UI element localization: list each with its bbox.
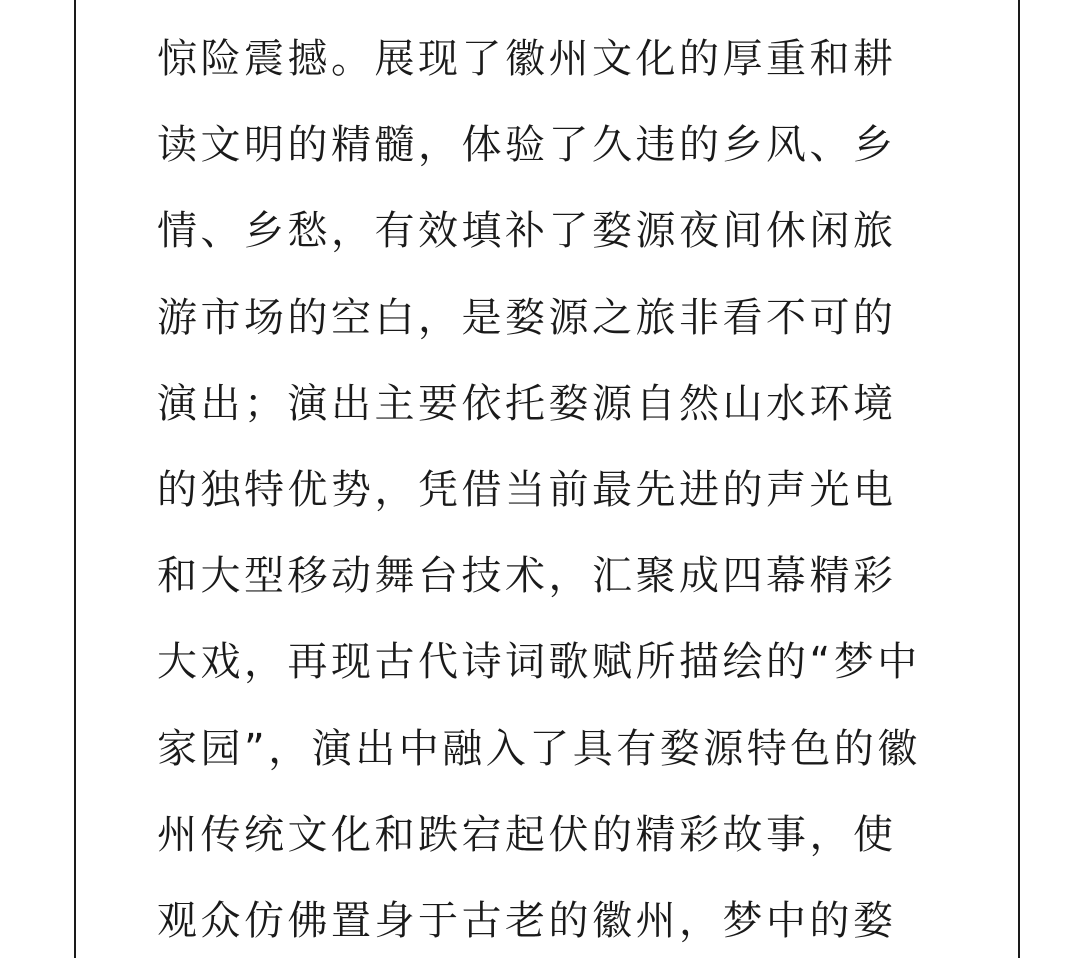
text-line-2: 读文明的精髓，体验了久违的乡风、乡 bbox=[157, 122, 897, 169]
text-line-6: 的独特优势，凭借当前最先进的声光电 bbox=[157, 466, 897, 513]
text-line-11: 观众仿佛置身于古老的徽州，梦中的婺 bbox=[157, 897, 897, 944]
text-line-10: 州传统文化和跌宕起伏的精彩故事，使 bbox=[157, 811, 897, 858]
text-line-8: 大戏，再现古代诗词歌赋所描绘的“梦中 bbox=[157, 639, 921, 686]
text-line-5: 演出；演出主要依托婺源自然山水环境 bbox=[157, 380, 897, 427]
text-line-3: 情、乡愁，有效填补了婺源夜间休闲旅 bbox=[157, 208, 897, 255]
text-line-1: 惊险震撼。展现了徽州文化的厚重和耕 bbox=[157, 36, 897, 82]
text-line-9: 家园”，演出中融入了具有婺源特色的徽 bbox=[157, 725, 921, 772]
text-line-4: 游市场的空白，是婺源之旅非看不可的 bbox=[157, 294, 897, 341]
text-line-7: 和大型移动舞台技术，汇聚成四幕精彩 bbox=[157, 553, 897, 600]
article-body bbox=[157, 16, 947, 964]
